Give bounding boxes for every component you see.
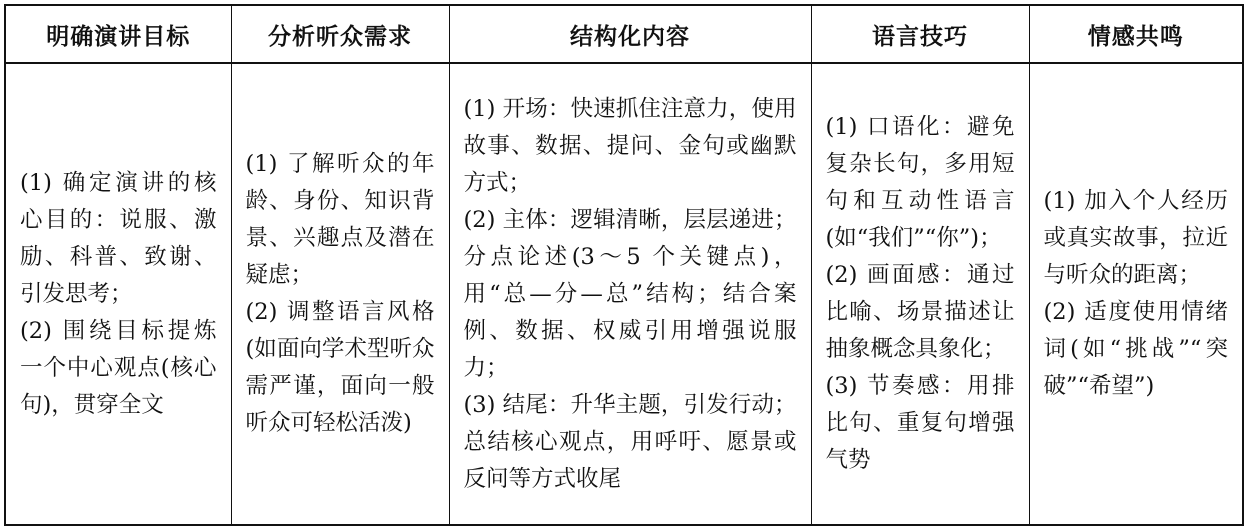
cell-emotion <box>1029 63 1243 525</box>
cell-goal <box>5 63 231 525</box>
cell-goal-item-2: (2) 围绕目标提炼一个中心观点(核心句)，贯穿全文 <box>20 317 217 418</box>
cell-audience-item-2: (2) 调整语言风格(如面向学术型听众需严谨，面向一般听众可轻松活泼) <box>245 299 435 436</box>
header-audience: 分析听众需求 <box>231 5 449 63</box>
content-row <box>5 63 1243 525</box>
header-row <box>5 5 1243 63</box>
cell-language-item-2: (2) 画面感：通过比喻、场景描述让抽象概念具象化； <box>825 262 1015 362</box>
cell-audience-item-1: (1) 了解听众的年龄、身份、知识背景、兴趣点及潜在疑虑； <box>245 151 435 288</box>
cell-language <box>811 63 1029 525</box>
content-table-wrapper <box>4 4 1242 526</box>
cell-structure <box>449 63 811 525</box>
cell-emotion-item-1: (1) 加入个人经历或真实故事，拉近与听众的距离； <box>1043 188 1228 288</box>
cell-language-item-3: (3) 节奏感：用排比句、重复句增强气势 <box>825 373 1015 473</box>
cell-audience <box>231 63 449 525</box>
cell-structure-item-1: (1) 开场：快速抓住注意力，使用故事、数据、提问、金句或幽默方式； <box>463 95 797 196</box>
cell-language-item-1: (1) 口语化：避免复杂长句，多用短句和互动性语言(如“我们”“你”)； <box>825 114 1015 251</box>
cell-emotion-item-2: (2) 适度使用情绪词(如“挑战”“突破”“希望”) <box>1043 299 1228 399</box>
header-language: 语言技巧 <box>811 5 1029 63</box>
cell-structure-item-3: (3) 结尾：升华主题，引发行动；总结核心观点，用呼吁、愿景或反问等方式收尾 <box>463 391 797 492</box>
speech-tips-table <box>4 4 1244 526</box>
header-goal: 明确演讲目标 <box>5 5 231 63</box>
cell-goal-item-1: (1) 确定演讲的核心目的：说服、激励、科普、致谢、引发思考； <box>20 169 217 307</box>
header-emotion: 情感共鸣 <box>1029 5 1243 63</box>
cell-structure-item-2: (2) 主体：逻辑清晰，层层递进；分点论述(3～5 个关键点)，用“总—分—总”结构；结合案例、数据、权威引用增强说服力； <box>463 206 797 381</box>
header-structure: 结构化内容 <box>449 5 811 63</box>
